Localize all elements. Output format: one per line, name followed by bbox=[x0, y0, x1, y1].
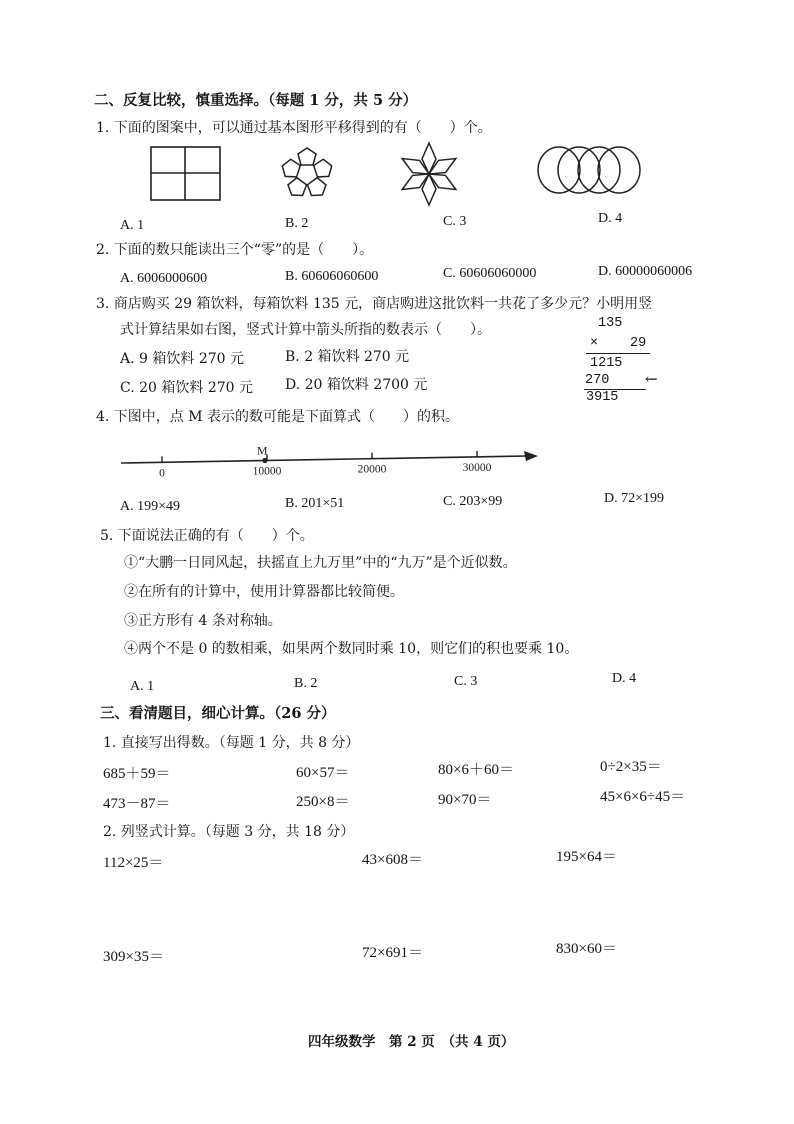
calc-q2-stem: 2. 列竖式计算。（每题 3 分，共 18 分） bbox=[103, 824, 355, 840]
oral-calc-7: 90×70＝ bbox=[438, 792, 492, 808]
q5-statement-2: ②在所有的计算中，使用计算器都比较简便。 bbox=[124, 584, 404, 600]
q2-stem: 2. 下面的数只能读出三个“零”的是（ ）。 bbox=[96, 242, 374, 258]
vertical-calc-6: 830×60＝ bbox=[556, 941, 617, 957]
oral-calc-6: 250×8＝ bbox=[296, 794, 350, 810]
oral-calc-3: 80×6＋60＝ bbox=[438, 762, 514, 778]
q1-option-a: A. 1 bbox=[120, 218, 145, 233]
q2-option-d: D. 60000060006 bbox=[598, 264, 693, 279]
vertical-calc-5: 72×691＝ bbox=[362, 945, 423, 961]
q5-statement-4: ④两个不是 0 的数相乘，如果两个数同时乘 10，则它们的积也要乘 10。 bbox=[124, 641, 579, 657]
vc-partial-1: 1215 bbox=[590, 356, 623, 371]
page-footer: 四年级数学 第 2 页 （共 4 页） bbox=[308, 1034, 515, 1050]
oral-calc-2: 60×57＝ bbox=[296, 765, 350, 781]
vc-times-sign: × bbox=[590, 336, 599, 351]
vertical-calc-3: 195×64＝ bbox=[556, 849, 617, 865]
vc-result: 3915 bbox=[586, 390, 619, 405]
vertical-calc-1: 112×25＝ bbox=[103, 855, 164, 871]
q1-option-c: C. 3 bbox=[443, 214, 467, 229]
oral-calc-1: 685＋59＝ bbox=[103, 766, 171, 782]
oral-calc-4: 0÷2×35＝ bbox=[600, 759, 662, 775]
number-line-tick-label-2: 20000 bbox=[357, 463, 387, 476]
number-line-arrow-icon bbox=[524, 451, 538, 461]
q3-option-d: D. 20 箱饮料 2700 元 bbox=[285, 377, 428, 393]
point-m-label: M bbox=[256, 443, 268, 458]
point-m-dot bbox=[262, 458, 267, 463]
q1-option-b: B. 2 bbox=[285, 216, 309, 231]
number-line-tick-label-3: 30000 bbox=[462, 461, 492, 474]
q5-statement-1: ①“大鹏一日同风起，扶摇直上九万里”中的“九万”是个近似数。 bbox=[124, 555, 517, 571]
q5-option-d: D. 4 bbox=[612, 671, 637, 686]
q4-option-d: D. 72×199 bbox=[604, 491, 665, 506]
q5-stem: 5. 下面说法正确的有（ ）个。 bbox=[100, 528, 314, 544]
q1-stem: 1. 下面的图案中，可以通过基本图形平移得到的有（ ）个。 bbox=[96, 120, 492, 136]
section-2-title: 二、反复比较，慎重选择。（每题 1 分，共 5 分） bbox=[94, 92, 418, 109]
vertical-calc-4: 309×35＝ bbox=[103, 949, 164, 965]
section-3-title: 三、看清题目，细心计算。（26 分） bbox=[100, 705, 336, 722]
vc-arrow-icon: ← bbox=[645, 370, 658, 388]
q3-option-a: A. 9 箱饮料 270 元 bbox=[120, 351, 244, 367]
number-line-tick-label-1: 10000 bbox=[252, 465, 282, 478]
q5-statement-3: ③正方形有 4 条对称轴。 bbox=[124, 613, 282, 629]
q2-option-a: A. 6006000600 bbox=[120, 271, 208, 286]
vc-multiplicand: 135 bbox=[598, 316, 623, 331]
q4-option-c: C. 203×99 bbox=[443, 494, 503, 509]
vc-partial-2: 270 bbox=[585, 373, 610, 388]
q2-option-c: C. 60606060000 bbox=[443, 266, 537, 281]
q4-option-a: A. 199×49 bbox=[120, 499, 181, 514]
q3-stem-line-1: 3. 商店购买 29 箱饮料，每箱饮料 135 元，商店购进这批饮料一共花了多少元？小明用竖 bbox=[96, 296, 653, 312]
oral-calc-8: 45×6×6÷45＝ bbox=[600, 789, 686, 805]
vertical-calc-2: 43×608＝ bbox=[362, 852, 423, 868]
q1-option-d: D. 4 bbox=[598, 211, 623, 226]
q2-option-b: B. 60606060600 bbox=[285, 269, 379, 284]
q3-option-c: C. 20 箱饮料 270 元 bbox=[120, 380, 253, 396]
q4-stem: 4. 下图中，点 M 表示的数可能是下面算式（ ）的积。 bbox=[96, 409, 460, 425]
q3-stem-line-2: 式计算结果如右图，竖式计算中箭头所指的数表示（ ）。 bbox=[120, 322, 491, 338]
calc-q1-stem: 1. 直接写出得数。（每题 1 分，共 8 分） bbox=[103, 735, 360, 751]
q5-option-a: A. 1 bbox=[130, 679, 155, 694]
oral-calc-5: 473－87＝ bbox=[103, 796, 171, 812]
q5-option-c: C. 3 bbox=[454, 674, 478, 689]
q5-option-b: B. 2 bbox=[294, 676, 318, 691]
q4-option-b: B. 201×51 bbox=[285, 496, 345, 511]
q3-option-b: B. 2 箱饮料 270 元 bbox=[285, 349, 410, 365]
number-line-tick-label-0: 0 bbox=[159, 467, 165, 480]
vc-multiplier: 29 bbox=[630, 336, 647, 351]
